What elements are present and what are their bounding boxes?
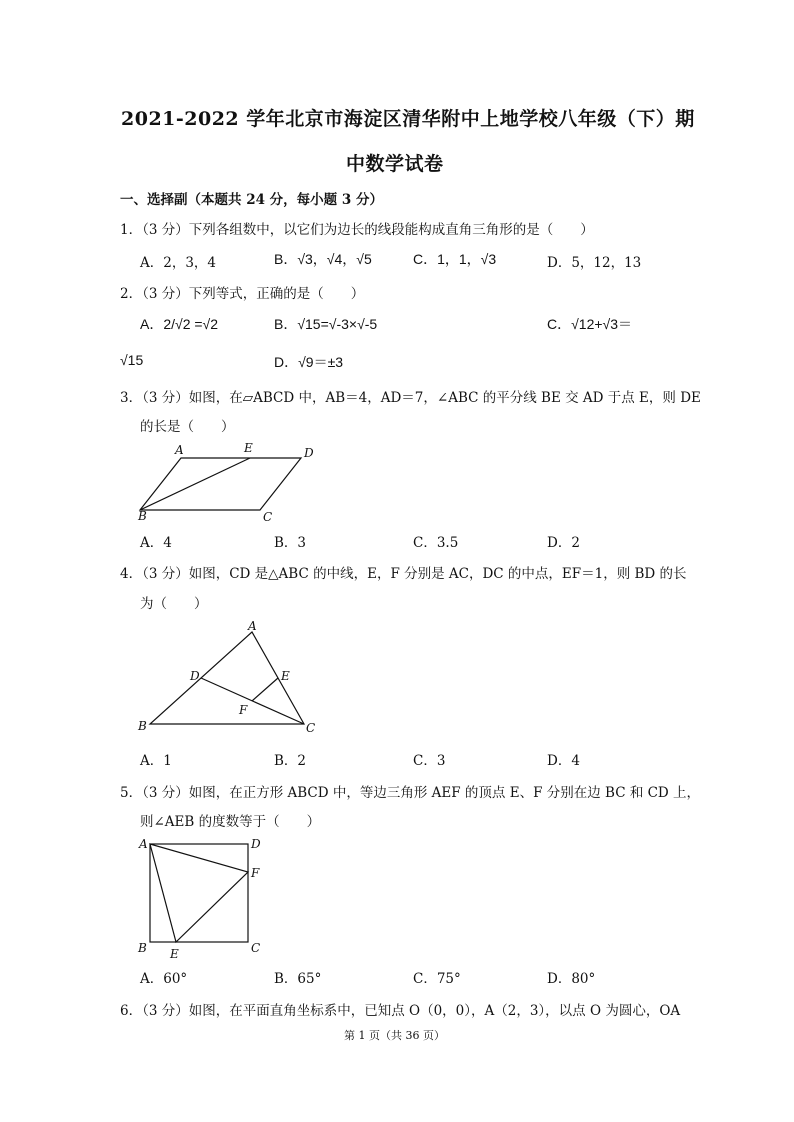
question-5-option-c: C．75° bbox=[413, 971, 461, 987]
question-5-stem-line-2: 则∠AEB 的度数等于（ ） bbox=[140, 814, 321, 830]
question-5-option-d: D．80° bbox=[547, 971, 596, 987]
question-4-option-a: A．1 bbox=[140, 753, 172, 769]
label-c: C bbox=[251, 941, 261, 955]
triangle-aef bbox=[150, 844, 248, 942]
label-a: A bbox=[175, 443, 184, 457]
question-2-option-c: C．√12+√3＝ bbox=[547, 316, 633, 332]
question-2-option-d: D．√9＝±3 bbox=[274, 354, 344, 370]
question-1-option-d: D．5，12，13 bbox=[547, 255, 642, 271]
question-2-option-b: B．√15=√-3×√-5 bbox=[274, 316, 378, 332]
title-line-1: 2021-2022 学年北京市海淀区清华附中上地学校八年级（下）期 bbox=[121, 108, 695, 130]
label-c: C bbox=[306, 721, 316, 735]
label-b: B bbox=[138, 941, 147, 955]
question-3-option-a: A．4 bbox=[140, 535, 172, 551]
question-4-stem-line-2: 为（ ） bbox=[140, 596, 208, 612]
label-e: E bbox=[244, 441, 253, 455]
question-3-parallelogram-figure bbox=[130, 440, 330, 525]
question-3-stem-line-2: 的长是（ ） bbox=[140, 419, 235, 435]
question-3-option-d: D．2 bbox=[547, 535, 580, 551]
question-5-option-a: A．60° bbox=[140, 971, 188, 987]
question-4-option-c: C．3 bbox=[413, 753, 446, 769]
question-4-option-d: D．4 bbox=[547, 753, 580, 769]
question-1-stem: 1．（3 分）下列各组数中，以它们为边长的线段能构成直角三角形的是（ ） bbox=[120, 222, 594, 238]
question-4-triangle-figure bbox=[130, 618, 330, 740]
question-3-option-b: B．3 bbox=[274, 535, 307, 551]
label-b: B bbox=[138, 509, 147, 523]
label-f: F bbox=[251, 866, 260, 880]
label-a: A bbox=[139, 837, 148, 851]
label-d: D bbox=[251, 837, 261, 851]
question-2-stem: 2．（3 分）下列等式，正确的是（ ） bbox=[120, 286, 365, 302]
question-3-option-c: C．3.5 bbox=[413, 535, 459, 551]
label-d: D bbox=[304, 446, 314, 460]
question-2-option-c-continued: √15 bbox=[120, 352, 144, 368]
label-c: C bbox=[263, 510, 273, 524]
page-footer: 第 1 页（共 36 页） bbox=[344, 1029, 445, 1042]
question-1-option-b: B．√3，√4，√5 bbox=[274, 251, 372, 267]
section-header: 一、选择副（本题共 24 分，每小题 3 分） bbox=[120, 192, 383, 208]
parallelogram-abcd bbox=[140, 458, 301, 510]
question-1-option-a: A．2，3，4 bbox=[140, 255, 217, 271]
question-1-option-c: C．1，1，√3 bbox=[413, 251, 497, 267]
question-3-stem-line-1: 3．（3 分）如图，在▱ABCD 中，AB＝4，AD＝7，∠ABC 的平分线 BE 交 AD 于点 E，则 DE bbox=[120, 390, 701, 406]
label-f: F bbox=[239, 703, 248, 717]
question-4-stem-line-1: 4．（3 分）如图，CD 是△ABC 的中线，E，F 分别是 AC，DC 的中点，EF＝1，则 BD 的长 bbox=[120, 566, 687, 582]
segment-be bbox=[140, 458, 250, 510]
label-e: E bbox=[281, 669, 290, 683]
question-5-stem-line-1: 5．（3 分）如图，在正方形 ABCD 中，等边三角形 AEF 的顶点 E、F 分别在边 BC 和 CD 上， bbox=[120, 785, 701, 801]
label-d: D bbox=[190, 669, 200, 683]
label-b: B bbox=[138, 719, 147, 733]
question-5-square-figure bbox=[130, 834, 275, 964]
label-a: A bbox=[248, 619, 257, 633]
question-2-option-a: A．2/√2 =√2 bbox=[140, 316, 219, 332]
square-abcd bbox=[150, 844, 248, 942]
label-e: E bbox=[170, 947, 179, 961]
segment-ef bbox=[252, 678, 278, 701]
question-4-option-b: B．2 bbox=[274, 753, 307, 769]
question-6-stem-line-1: 6．（3 分）如图，在平面直角坐标系中，已知点 O（0，0），A（2，3），以点 O 为圆心，OA bbox=[120, 1003, 681, 1019]
title-line-2: 中数学试卷 bbox=[346, 153, 444, 175]
question-5-option-b: B．65° bbox=[274, 971, 322, 987]
